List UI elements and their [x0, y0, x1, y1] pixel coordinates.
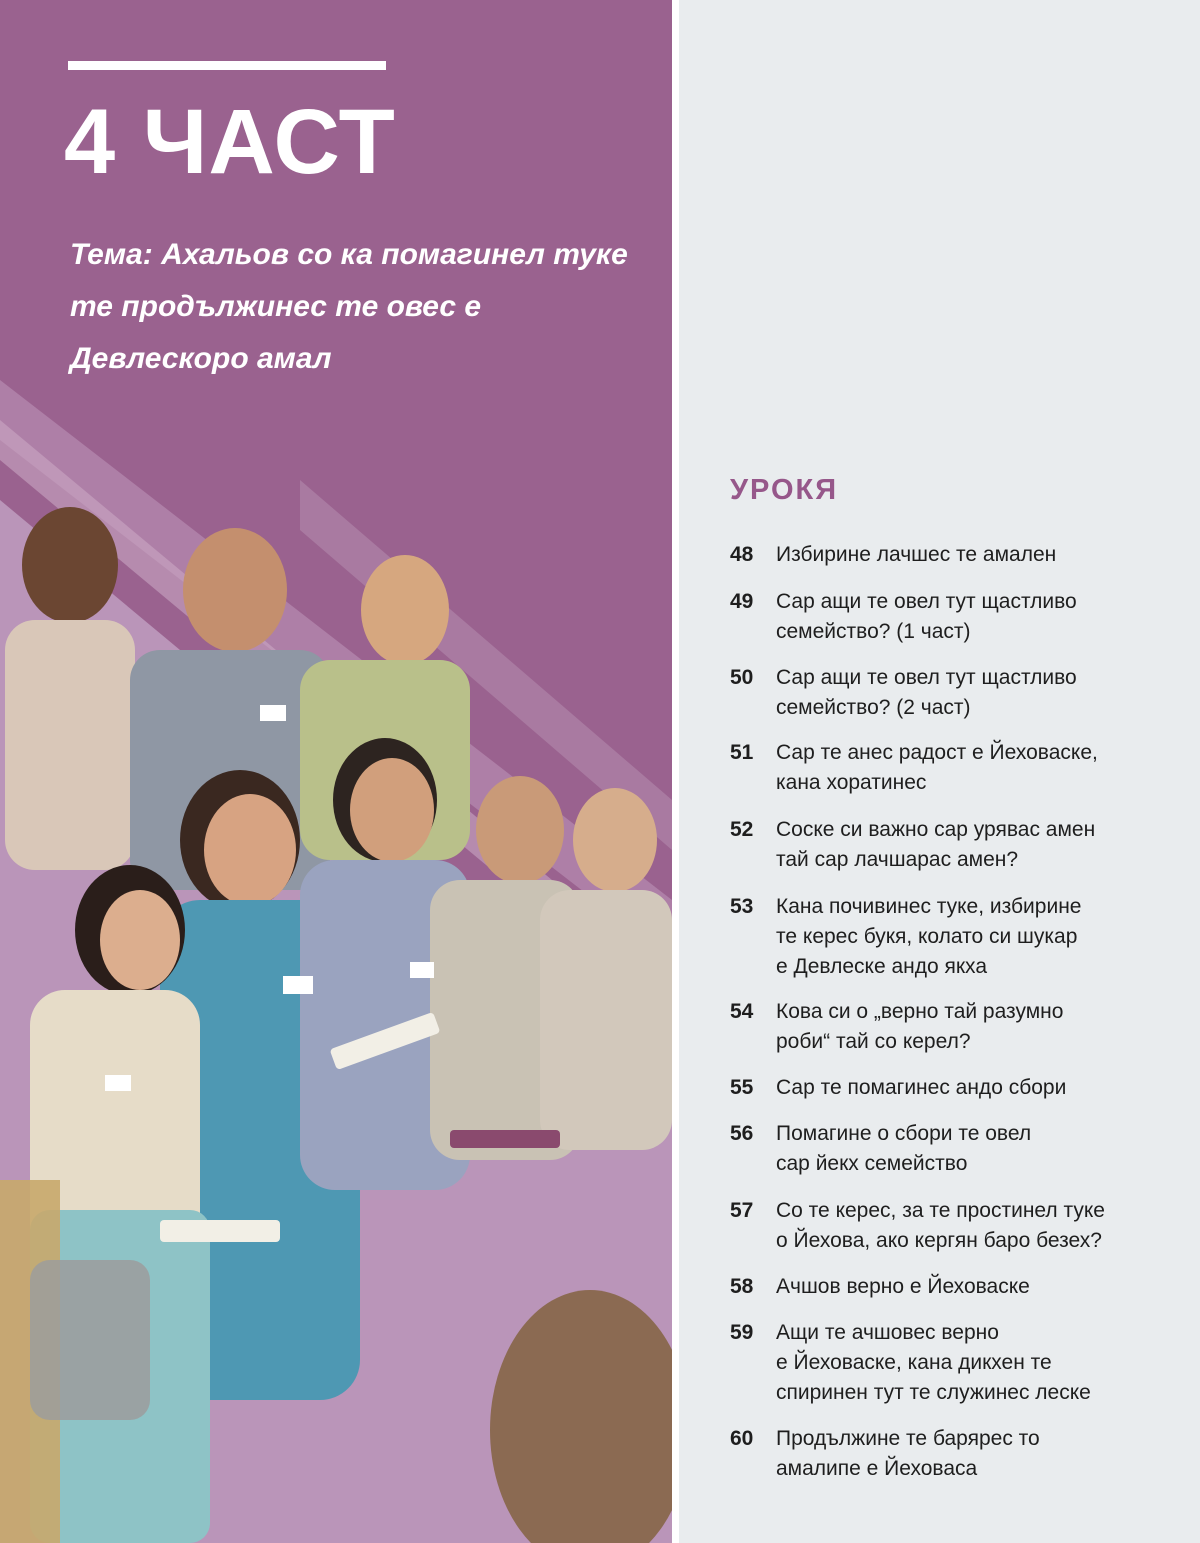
- lesson-title: Продължине те барярес то амалипе е Йеховаса: [776, 1427, 1040, 1480]
- part-title: 4 ЧАСТ: [64, 91, 396, 193]
- lessons-heading: УРОКЯ: [730, 474, 839, 506]
- lesson-title: Сар те помагинес андо сбори: [776, 1076, 1067, 1099]
- lesson-title: Сар ащи те овел тут щастливо семейство? (2 част): [776, 666, 1077, 719]
- lesson-number: 55: [730, 1076, 754, 1099]
- lesson-number: 60: [730, 1427, 754, 1450]
- congregation-illustration: [0, 380, 672, 1543]
- lesson-title: Помагине о сбори те овел сар йекх семейство: [776, 1122, 1032, 1175]
- lesson-title: Ачшов верно е Йеховаске: [776, 1275, 1030, 1298]
- title-rule: [68, 61, 386, 70]
- lesson-title: Сар те анес радост е Йеховаске, кана хоратинес: [776, 741, 1098, 794]
- lesson-title: Избирине лачшес те амален: [776, 543, 1057, 566]
- lesson-number: 48: [730, 543, 754, 566]
- lesson-number: 58: [730, 1275, 754, 1298]
- lesson-number: 53: [730, 895, 754, 918]
- lesson-number: 56: [730, 1122, 754, 1145]
- lesson-number: 51: [730, 741, 754, 764]
- lesson-number: 59: [730, 1321, 754, 1344]
- lesson-number: 57: [730, 1199, 754, 1222]
- lesson-number: 52: [730, 818, 754, 841]
- lesson-title: Ащи те ачшовес верно е Йеховаске, кана дикхен те спиринен тут те служинес леске: [776, 1321, 1091, 1404]
- lesson-title: Сар ащи те овел тут щастливо семейство? (1 част): [776, 590, 1077, 643]
- lesson-title: Со те керес, за те простинел туке о Йехова, ако кергян баро безех?: [776, 1199, 1105, 1252]
- panel-divider: [672, 0, 679, 1543]
- lesson-title: Соске си важно сар урявас амен тай сар лачшарас амен?: [776, 818, 1096, 871]
- part-topic: Тема: Ахальов со ка помагинел туке те продължинес те овес е Девлескоро амал: [70, 238, 628, 375]
- lesson-number: 54: [730, 1000, 754, 1023]
- lesson-title: Кана почивинес туке, избирине те керес букя, колато си шукар е Девлеске андо якха: [776, 895, 1082, 978]
- lesson-number: 50: [730, 666, 754, 689]
- lesson-number: 49: [730, 590, 754, 613]
- lesson-title: Кова си о „верно тай разумно роби“ тай со керел?: [776, 1000, 1064, 1053]
